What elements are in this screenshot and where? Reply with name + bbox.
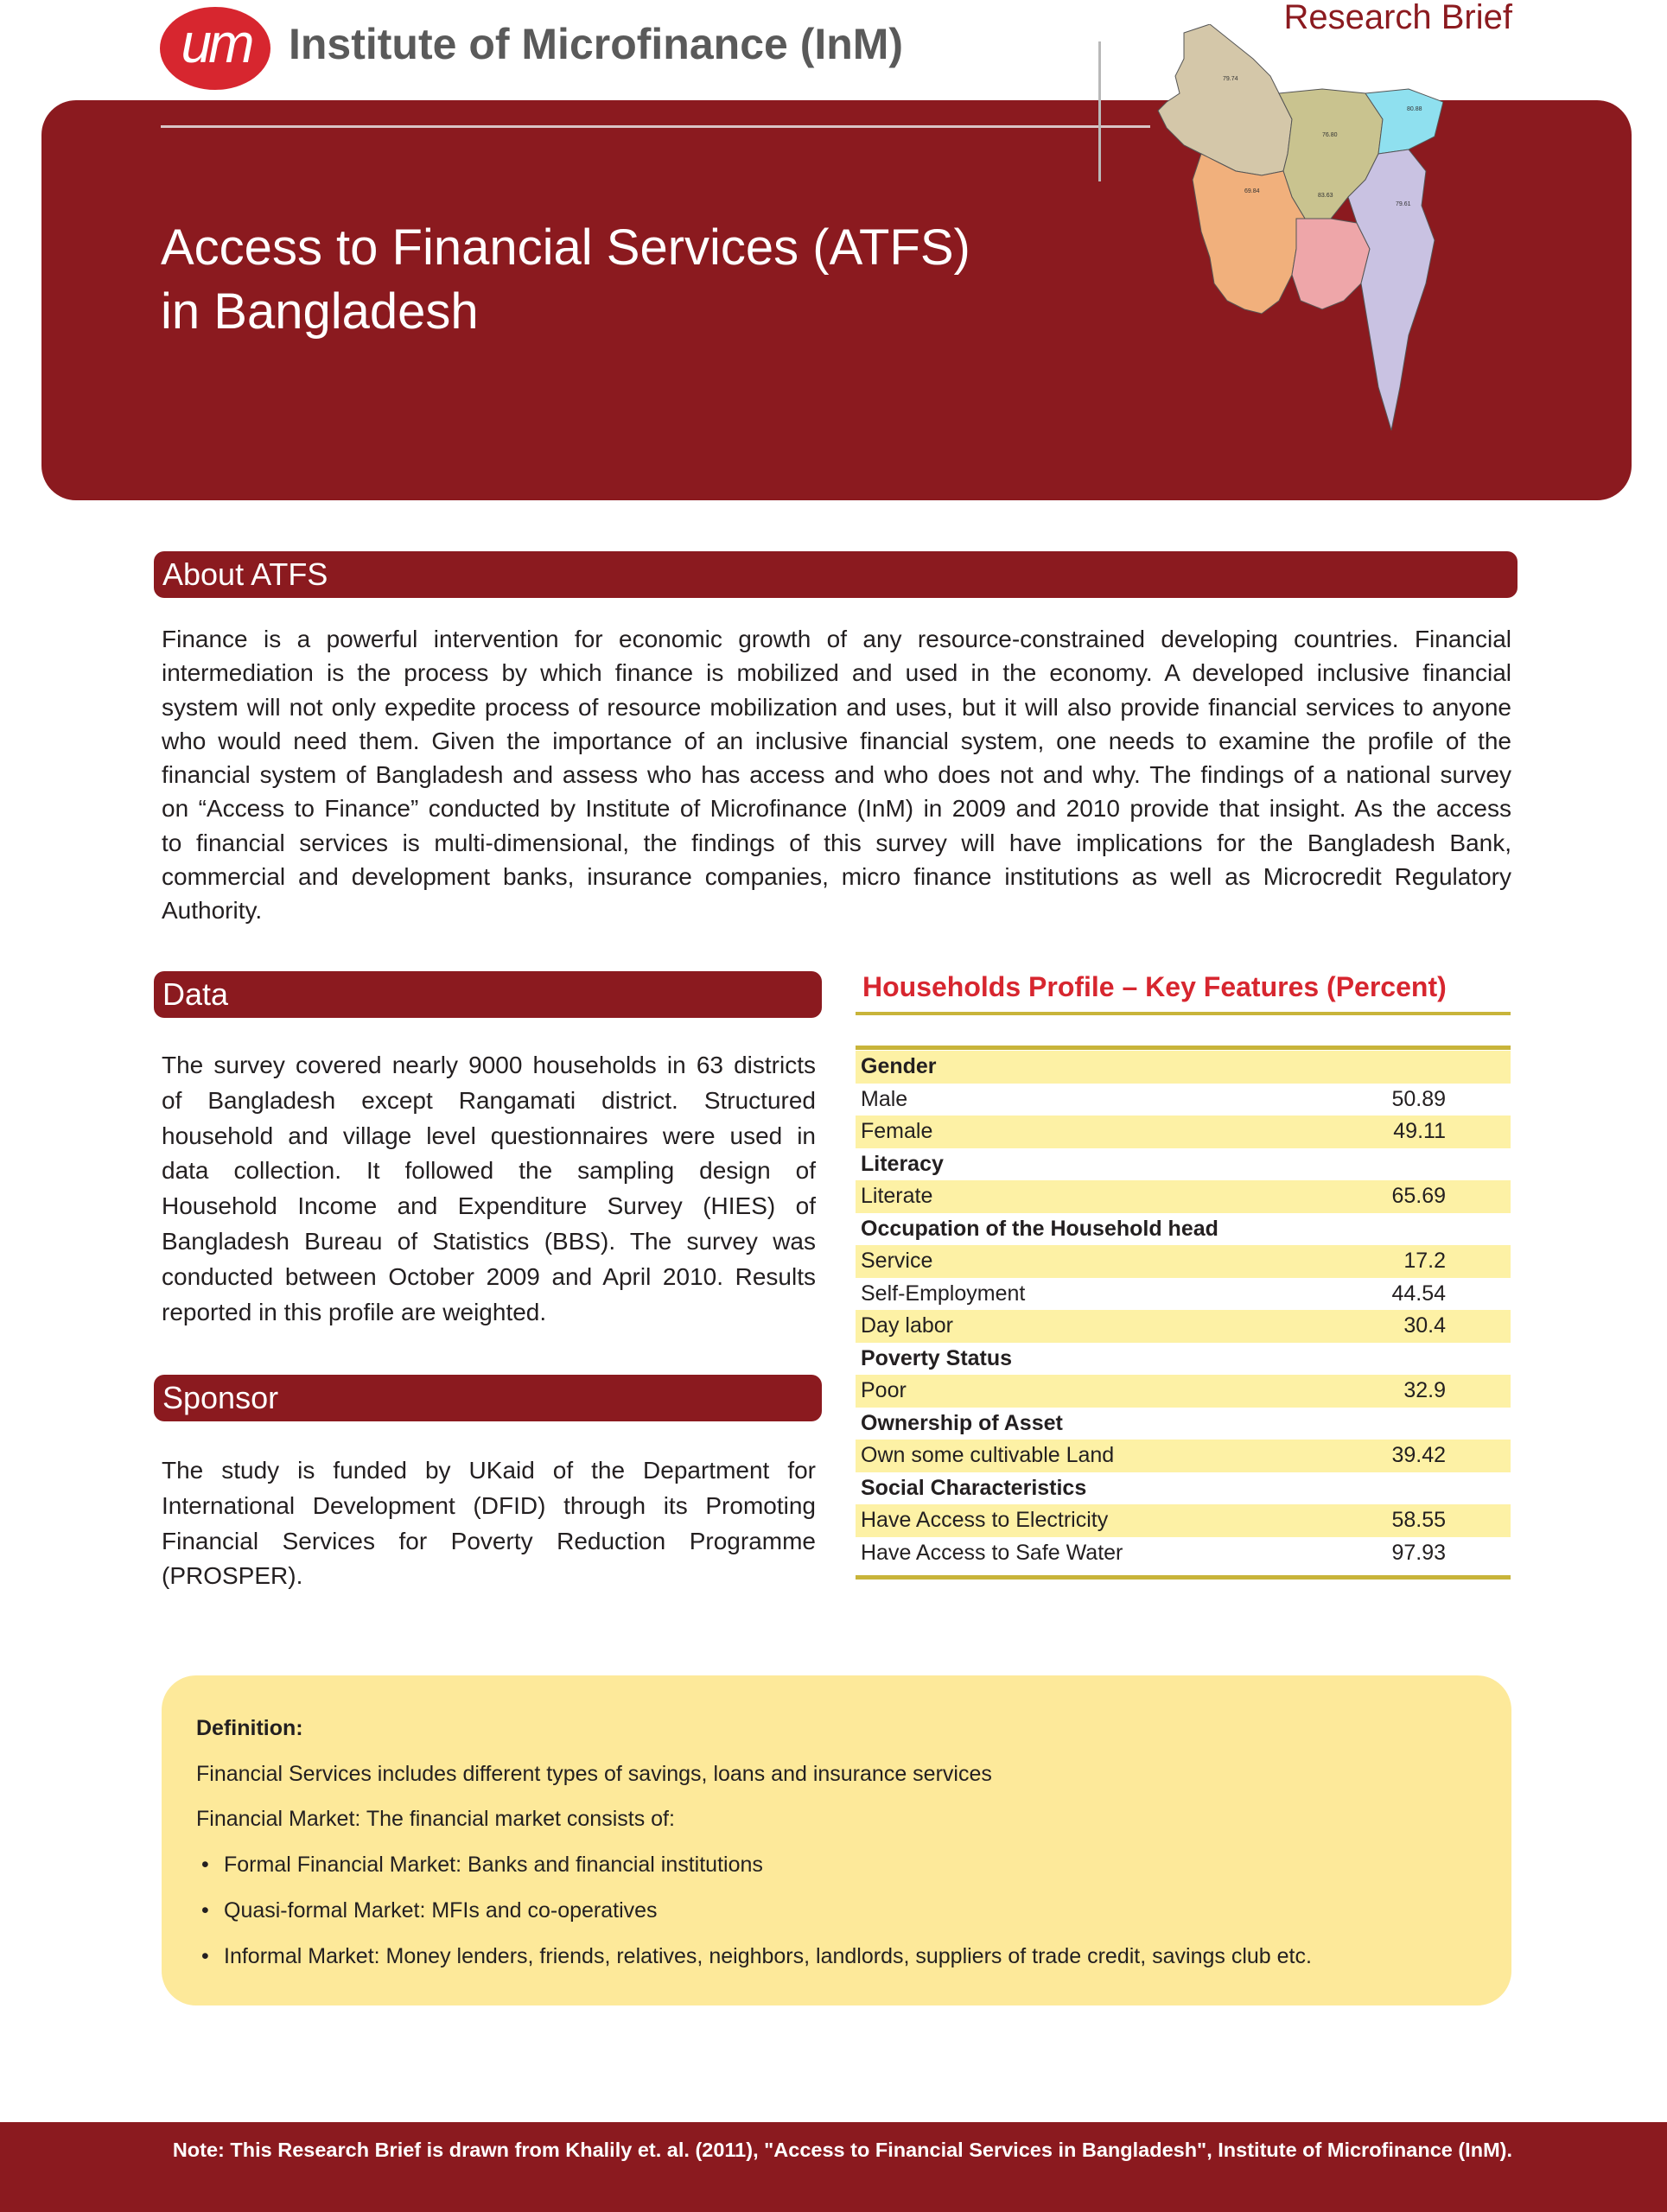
table-row-value: 50.89	[1391, 1086, 1446, 1111]
table-row	[856, 1278, 1511, 1311]
table-row	[856, 1051, 1511, 1084]
footer-note: Note: This Research Brief is drawn from Khalily et. al. (2011), "Access to Financial Services in Bangladesh", Institute of Microfinance (InM).	[172, 2139, 1512, 2161]
data-line-6: Bangladesh Bureau of Statistics (BBS). The survey was	[162, 1227, 816, 1255]
data-line-8: reported in this profile are weighted.	[162, 1298, 547, 1325]
table-row	[856, 1148, 1511, 1181]
table-row-value: 44.54	[1391, 1281, 1446, 1306]
map-label-1: 79.74	[1223, 76, 1238, 82]
table-row	[856, 1213, 1511, 1246]
title-line-2: in Bangladesh	[161, 283, 479, 340]
table-row	[856, 1116, 1511, 1148]
sponsor-line-1: The study is funded by UKaid of the Department for	[162, 1457, 816, 1484]
table-row-label: Have Access to Safe Water	[861, 1540, 1123, 1565]
table-group-label: Occupation of the Household head	[861, 1216, 1218, 1241]
map-label-4: 69.84	[1244, 188, 1260, 194]
table-row-value: 30.4	[1403, 1313, 1446, 1338]
table-row-label: Female	[861, 1119, 933, 1143]
org-name: Institute of Microfinance (InM)	[289, 20, 904, 68]
definition-line-2: Financial Market: The financial market consists of:	[196, 1807, 675, 1831]
map-label-2: 80.88	[1407, 106, 1422, 112]
table-row-value: 65.69	[1391, 1184, 1446, 1208]
about-line-1: Finance is a powerful intervention for economic growth of any resource-constrained developing countries. Financial	[162, 626, 1511, 652]
data-text	[162, 1048, 816, 1330]
about-line-5: financial system of Bangladesh and assess who has access and who does not and why. The findings of a national survey	[162, 761, 1511, 789]
data-line-4: data collection. It followed the sampling design of	[162, 1157, 816, 1185]
footer-bar	[0, 2122, 1667, 2212]
table-group-label: Social Characteristics	[861, 1475, 1087, 1500]
bangladesh-map	[1149, 24, 1443, 439]
about-line-6: on “Access to Finance” conducted by Institute of Microfinance (InM) in 2009 and 2010 provide that insight. As the access	[162, 795, 1511, 823]
table-row-label: Self-Employment	[861, 1281, 1026, 1306]
about-line-4: who would need them. Given the importance of an inclusive financial system, one needs to examine the profile of the	[162, 727, 1511, 754]
sponsor-line-4: (PROSPER).	[162, 1562, 303, 1590]
table-row	[856, 1245, 1511, 1278]
title-line-1: Access to Financial Services (ATFS)	[161, 219, 970, 276]
map-region-northwest	[1158, 24, 1292, 175]
data-line-7: conducted between October 2009 and April 2010. Results	[162, 1262, 816, 1290]
table-row	[856, 1084, 1511, 1116]
about-line-2: intermediation is the process by which finance is mobilized and used in the economy. A developed inclusive financial	[162, 659, 1511, 687]
table-row	[856, 1180, 1511, 1213]
data-line-1: The survey covered nearly 9000 households in 63 districts	[162, 1052, 816, 1078]
table-row	[856, 1537, 1511, 1570]
banner-divider	[161, 125, 1150, 128]
table-title: Households Profile – Key Features (Percent)	[862, 971, 1447, 1002]
table-row-value: 97.93	[1391, 1540, 1446, 1565]
data-line-5: Household Income and Expenditure Survey (HIES) of	[162, 1192, 816, 1220]
table-row-label: Day labor	[861, 1313, 953, 1338]
map-label-3: 76.80	[1322, 132, 1338, 138]
sponsor-line-3: Financial Services for Poverty Reduction Programme	[162, 1527, 816, 1554]
table-group-label: Poverty Status	[861, 1345, 1013, 1370]
definition-bullet-1: • Formal Financial Market: Banks and financial institutions	[201, 1853, 763, 1877]
table-row	[856, 1375, 1511, 1408]
table-row-label: Own some cultivable Land	[861, 1443, 1115, 1467]
table-row-value: 58.55	[1391, 1508, 1446, 1532]
map-region-south	[1292, 219, 1370, 309]
table-row-value: 49.11	[1393, 1119, 1446, 1143]
table-row	[856, 1504, 1511, 1537]
table-row-value: 32.9	[1403, 1378, 1446, 1402]
data-line-3: household and village level questionnaires were used in	[162, 1122, 816, 1149]
page-title	[161, 216, 1155, 344]
table-top-rule	[856, 1046, 1511, 1050]
definition-line-1: Financial Services includes different types of savings, loans and insurance services	[196, 1762, 992, 1786]
logo-text: um	[181, 12, 251, 74]
data-line-2: of Bangladesh except Rangamati district. Structured	[162, 1086, 816, 1114]
table-row-label: Male	[861, 1086, 908, 1111]
definition-bullet-3: • Informal Market: Money lenders, friends, relatives, neighbors, landlords, suppliers of trade credit, savings club etc.	[201, 1944, 1312, 1968]
table-row-label: Literate	[861, 1184, 933, 1208]
sponsor-line-2: International Development (DFID) through its Promoting	[162, 1491, 816, 1519]
about-text	[162, 622, 1511, 928]
about-line-9: Authority.	[162, 897, 263, 925]
table-bottom-rule	[856, 1575, 1511, 1580]
doc-type-label: Research Brief	[1283, 0, 1512, 36]
definition-bullet-2: • Quasi-formal Market: MFIs and co-operatives	[201, 1898, 658, 1923]
banner-vertical-divider	[1098, 41, 1101, 181]
about-line-3: system will not only expedite process of resource mobilization and uses, but it will also provide financial services to anyone	[162, 693, 1511, 721]
table-row-label: Poor	[861, 1378, 907, 1402]
table-row-label: Have Access to Electricity	[861, 1508, 1109, 1532]
table-group-label: Literacy	[861, 1151, 944, 1176]
table-group-label: Gender	[861, 1054, 937, 1078]
table-row	[856, 1440, 1511, 1472]
sponsor-heading: Sponsor	[154, 1375, 822, 1421]
about-line-8: commercial and development banks, insurance companies, micro finance institutions as well as Microcredit Regulatory	[162, 863, 1511, 891]
table-group-label: Ownership of Asset	[861, 1410, 1063, 1435]
map-region-southeast	[1348, 149, 1435, 430]
table-row	[856, 1472, 1511, 1505]
table-row	[856, 1310, 1511, 1343]
table-row	[856, 1408, 1511, 1440]
definition-heading: Definition:	[196, 1716, 303, 1740]
data-heading: Data	[154, 971, 822, 1018]
about-heading: About ATFS	[154, 551, 1517, 598]
sponsor-text	[162, 1453, 816, 1594]
map-label-6: 79.61	[1396, 201, 1411, 207]
map-label-5: 83.63	[1318, 193, 1333, 199]
table-row-label: Service	[861, 1249, 933, 1273]
table-row-value: 17.2	[1403, 1249, 1446, 1273]
about-line-7: to financial services is multi-dimensional, the findings of this survey will have implications for the Bangladesh Bank,	[162, 829, 1511, 856]
table-row-value: 39.42	[1391, 1443, 1446, 1467]
table-title-rule	[856, 1012, 1511, 1015]
table-row	[856, 1343, 1511, 1376]
